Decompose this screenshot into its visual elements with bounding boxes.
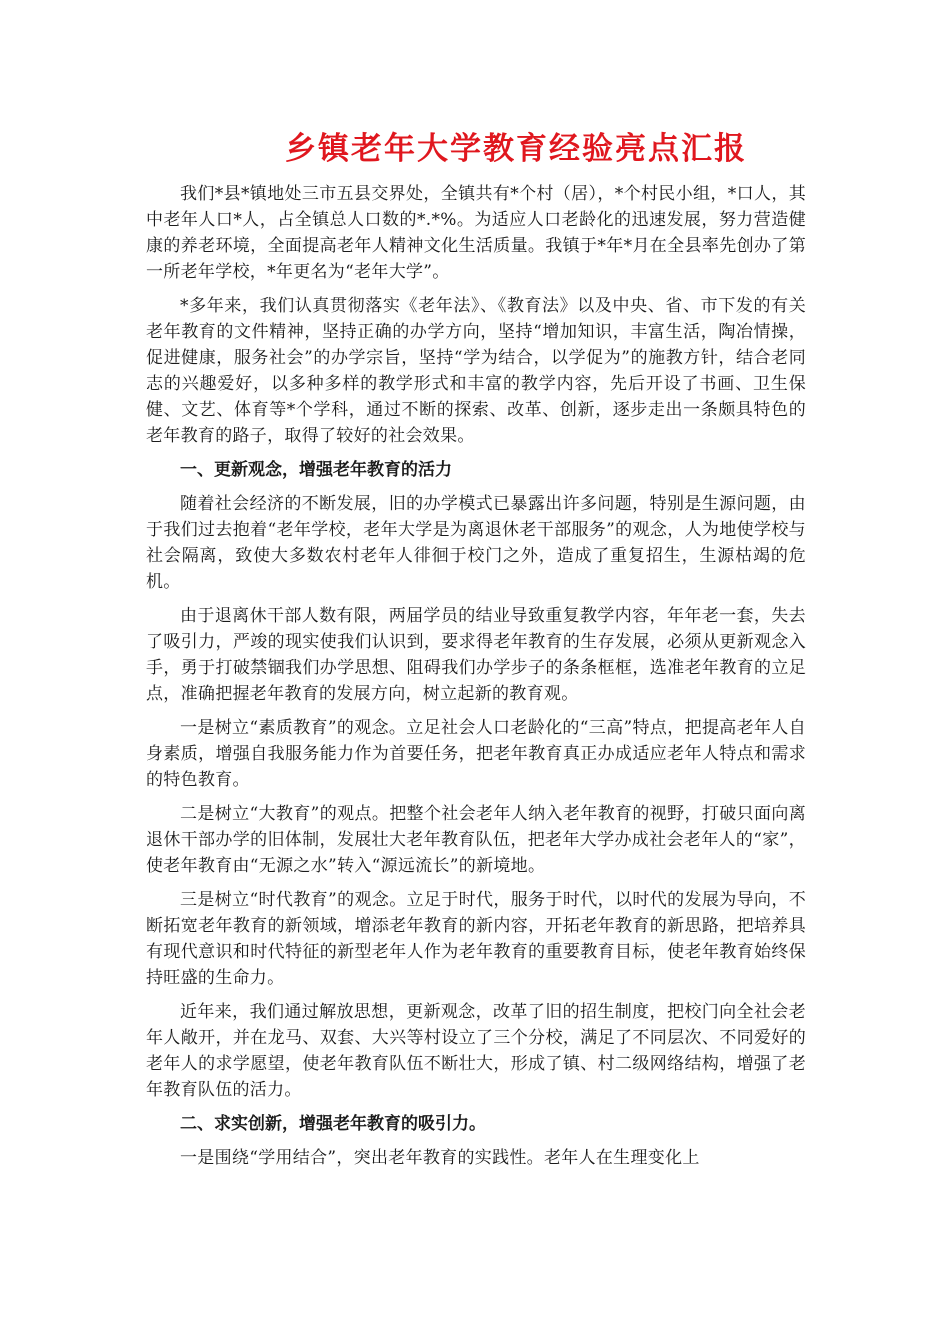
paragraph: *多年来，我们认真贯彻落实《老年法》、《教育法》以及中央、省、市下发的有关老年教育的文件精神，坚持正确的办学方向，坚持“增加知识，丰富生活，陶冶情操，促进健康，服务社会”的办学宗旨，坚持“学为结合，以学促为”的施教方针，结合老同志的兴趣爱好，以多种多样的教学形式和丰富的教学内容，先后开设了书画、卫生保健、文艺、体育等*个学科，通过不断的探索、改革、创新，逐步走出一条颇具特色的老年教育的路子，取得了较好的社会效果。 (146, 296, 806, 447)
paragraph: 随着社会经济的不断发展，旧的办学模式已暴露出许多问题，特别是生源问题，由于我们过去抱着“老年学校，老年大学是为离退休老干部服务”的观念，人为地使学校与社会隔离，致使大多数农村老年人徘徊于校门之外，造成了重复招生，生源枯竭的危机。 (146, 494, 806, 593)
paragraph: 一是树立“素质教育”的观念。立足社会人口老龄化的“三高”特点，把提高老年人自身素质，增强自我服务能力作为首要任务，把老年教育真正办成适应老年人特点和需求的特色教育。 (146, 718, 806, 791)
paragraph: 一是围绕“学用结合”，突出老年教育的实践性。老年人在生理变化上 (180, 1148, 700, 1169)
document-body (146, 181, 806, 1171)
paragraph: 由于退离休干部人数有限，两届学员的结业导致重复教学内容，年年老一套，失去了吸引力，严竣的现实使我们认识到，要求得老年教育的生存发展，必须从更新观念入手，勇于打破禁锢我们办学思想、阻碍我们办学步子的条条框框，选准老年教育的立足点，准确把握老年教育的发展方向，树立起新的教育观。 (146, 606, 806, 705)
document-title: 乡镇老年大学教育经验亮点汇报 (285, 131, 747, 167)
paragraph: 我们*县*镇地处三市五县交界处，全镇共有*个村（居），*个村民小组，*口人，其中老年人口*人，占全镇总人口数的*.*%。为适应人口老龄化的迅速发展，努力营造健康的养老环境，全面提高老年人精神文化生活质量。我镇于*年*月在全县率先创办了第一所老年学校，*年更名为“老年大学”。 (146, 184, 806, 283)
paragraph: 二是树立“大教育”的观点。把整个社会老年人纳入老年教育的视野，打破只面向离退休干部办学的旧体制，发展壮大老年教育队伍，把老年大学办成社会老年人的“家”，使老年教育由“无源之水”转入“源远流长”的新境地。 (146, 804, 806, 877)
section-heading: 二、求实创新，增强老年教育的吸引力。 (180, 1114, 486, 1135)
document-page (146, 128, 806, 1179)
section-heading: 一、更新观念，增强老年教育的活力 (180, 460, 452, 481)
paragraph: 三是树立“时代教育”的观念。立足于时代，服务于时代，以时代的发展为导向，不断拓宽老年教育的新领域，增添老年教育的新内容，开拓老年教育的新思路，把培养具有现代意识和时代特征的新型老年人作为老年教育的重要教育目标，使老年教育始终保持旺盛的生命力。 (146, 890, 806, 989)
paragraph: 近年来，我们通过解放思想，更新观念，改革了旧的招生制度，把校门向全社会老年人敞开，并在龙马、双套、大兴等村设立了三个分校，满足了不同层次、不同爱好的老年人的求学愿望，使老年教育队伍不断壮大，形成了镇、村二级网络结构，增强了老年教育队伍的活力。 (146, 1002, 806, 1101)
